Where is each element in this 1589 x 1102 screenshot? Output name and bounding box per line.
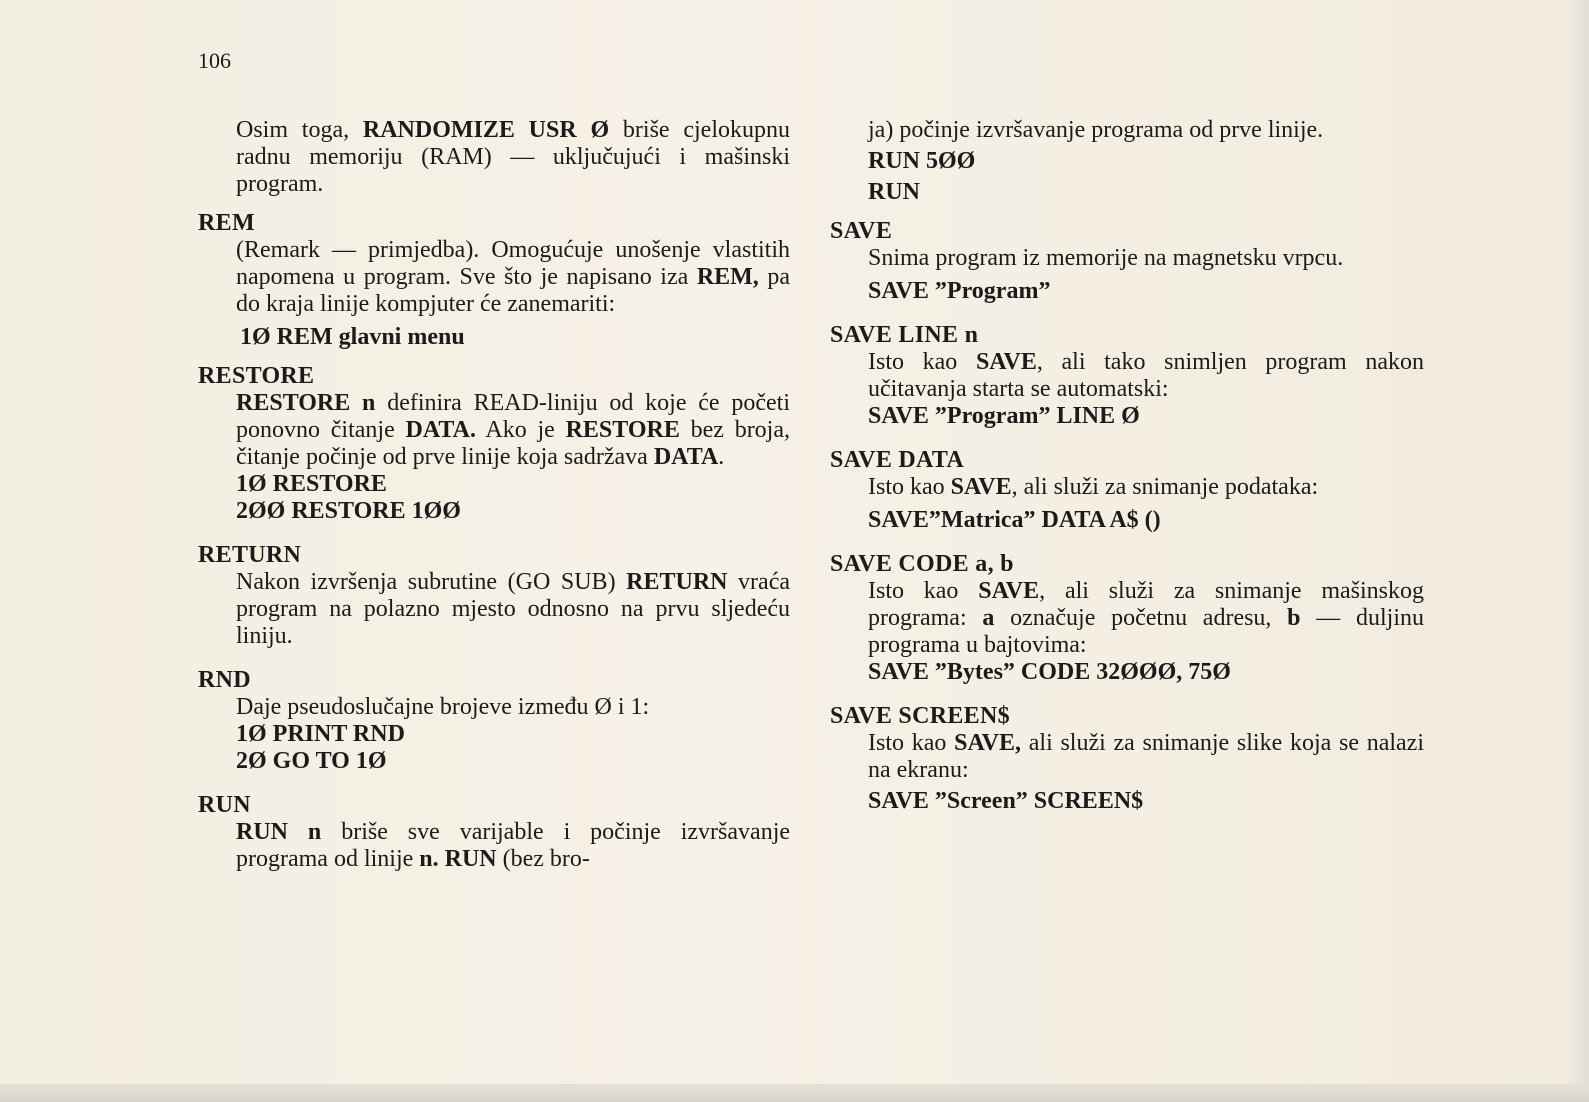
code-example: 1Ø PRINT RND [236, 721, 405, 747]
code-example: SAVE”Matrica” DATA A$ () [868, 507, 1161, 533]
text-run: definira READ-liniju od koje će početi ponovno čitanje [236, 390, 790, 443]
keyword: RANDOMIZE USR Ø [362, 117, 610, 143]
entry-rnd [198, 667, 790, 775]
keyword: SAVE [950, 474, 1012, 500]
keyword: RUN n [236, 819, 322, 845]
entry-description: Daje pseudoslučajne brojeve između Ø i 1: [236, 694, 650, 720]
text-run: ali služi za snimanje slike koja se nalazi na ekranu: [868, 730, 1424, 783]
text-run: Ako je [475, 417, 566, 443]
entry-description [830, 349, 1424, 403]
page-edge-right [1567, 0, 1589, 1102]
text-run: Nakon izvršenja subrutine (GO SUB) [236, 569, 627, 595]
entry-term: REM [198, 210, 255, 236]
entry-description [830, 730, 1424, 784]
keyword: RESTORE [565, 417, 680, 443]
page-edge-bottom [0, 1084, 1589, 1102]
entry-term: SAVE LINE n [830, 322, 979, 348]
text-run: , ali služi za snimanje podataka: [1011, 474, 1319, 500]
text-run: označuje početnu adresu, [994, 605, 1288, 631]
code-example: 1Ø REM glavni menu [240, 324, 465, 350]
entry-term: RESTORE [198, 363, 315, 389]
page-number: 106 [198, 48, 231, 73]
entry-run-continued [830, 117, 1424, 206]
keyword: SAVE [975, 349, 1037, 375]
text-run: Isto kao [868, 349, 976, 375]
text-run: (Remark — primjedba). Omogućuje unošenje vlastitih napomena u program. Sve što je napisano iza [236, 237, 790, 290]
text-run: briše cjelokupnu radnu memoriju (RAM) — uključujući i mašinski program. [236, 117, 790, 197]
right-column [830, 117, 1424, 815]
code-example: RUN 5ØØ [868, 148, 976, 174]
code-example: SAVE ”Program” [868, 278, 1051, 304]
code-example: SAVE ”Program” LINE Ø [868, 403, 1140, 429]
text-run: bez broja, čitanje počinje od prve linije koja sadržava [236, 417, 791, 470]
code-example: SAVE ”Bytes” CODE 32ØØØ, 75Ø [868, 659, 1231, 685]
entry-return [198, 542, 790, 650]
entry-rem [198, 210, 790, 351]
entry-description [830, 474, 1424, 501]
text-run: Osim toga, [236, 117, 363, 143]
entry-description [830, 578, 1424, 659]
code-example: 1Ø RESTORE [236, 471, 387, 497]
code-example: 2Ø GO TO 1Ø [236, 748, 387, 774]
keyword: SAVE [978, 578, 1040, 604]
text-run: Isto kao [868, 578, 979, 604]
entry-run [198, 792, 790, 873]
entry-description [198, 569, 790, 650]
code-example: RUN [868, 179, 920, 205]
keyword: a [982, 605, 995, 631]
text-run: pa do kraja linije kompjuter će zanemariti: [236, 264, 790, 317]
entry-save-data [830, 447, 1424, 534]
entry-term: RUN [198, 792, 251, 818]
text-run: (bez bro- [496, 846, 590, 872]
entry-term: SAVE SCREEN$ [830, 703, 1010, 729]
keyword: REM, [696, 264, 759, 290]
entry-term: RND [198, 667, 251, 693]
entry-save-screen [830, 703, 1424, 815]
text-run: . [718, 444, 725, 470]
text-run: — duljinu programa u bajtovima: [868, 605, 1424, 658]
entry-description [198, 819, 790, 873]
entry-description: Snima program iz memorije na magnetsku vrpcu. [868, 245, 1344, 271]
entry-term: RETURN [198, 542, 302, 568]
text-run: vraća program na polazno mjesto odnosno na prvu sljedeću liniju. [236, 569, 791, 649]
keyword: DATA [653, 444, 719, 470]
entry-save [830, 218, 1424, 305]
code-example: 2ØØ RESTORE 1ØØ [236, 498, 461, 524]
keyword: SAVE, [954, 730, 1022, 756]
entry-description: ja) počinje izvršavanje programa od prve linije. [868, 117, 1324, 143]
text-run: , ali služi za snimanje mašinskog programa: [868, 578, 1424, 631]
entry-description [198, 390, 790, 471]
keyword: RESTORE n [236, 390, 376, 416]
entry-save-code [830, 551, 1424, 686]
entry-term: SAVE DATA [830, 447, 965, 473]
intro-paragraph [198, 117, 790, 198]
intro-text [198, 117, 790, 198]
keyword: b [1287, 605, 1301, 631]
keyword: DATA. [405, 417, 476, 443]
entry-restore [198, 363, 790, 525]
entry-term: SAVE [830, 218, 893, 244]
entry-description [198, 237, 790, 318]
entry-term: SAVE CODE a, b [830, 551, 1014, 577]
keyword: n. RUN [419, 846, 497, 872]
text-run: briše sve varijable i počinje izvršavanje programa od linije [236, 819, 791, 872]
left-column [198, 117, 790, 873]
code-example: SAVE ”Screen” SCREEN$ [868, 788, 1144, 814]
keyword: RETURN [626, 569, 728, 595]
text-run: , ali tako snimljen program nakon učitavanja starta se automatski: [868, 349, 1424, 402]
text-run: Isto kao [868, 730, 955, 756]
entry-save-line [830, 322, 1424, 430]
text-run: Isto kao [868, 474, 951, 500]
